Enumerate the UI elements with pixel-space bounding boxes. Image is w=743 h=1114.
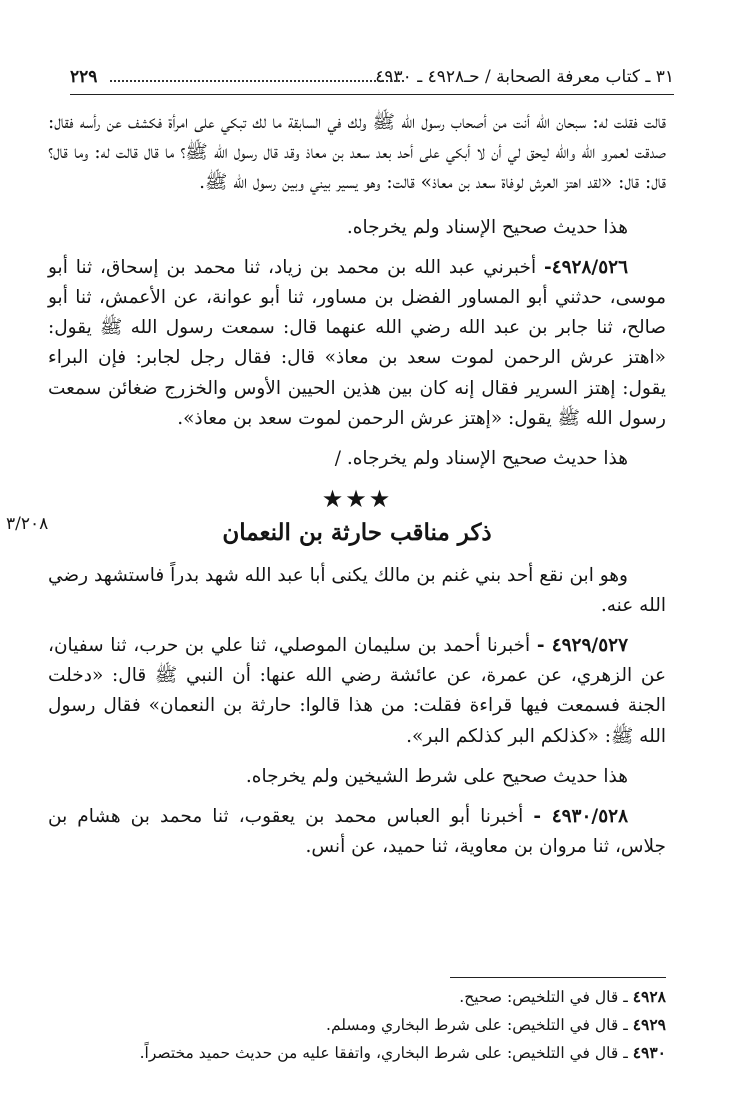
running-header bbox=[70, 62, 674, 95]
footnote-item bbox=[48, 983, 666, 1011]
header-title: ٣١ ـ كتاب معرفة الصحابة / حـ٤٩٢٨ ـ ٤٩٣٠ bbox=[375, 67, 674, 87]
hadith-number: ٤٩٢٩/٥٢٧ - bbox=[536, 635, 628, 657]
hadith-text: أخبرنا أبو العباس محمد بن يعقوب، ثنا محمد بن هشام بن جلاس، ثنا مروان بن معاوية، ثنا حميد، عن أنس. bbox=[48, 806, 666, 858]
grading-note-2: هذا حديث صحيح الإسناد ولم يخرجاه. / bbox=[334, 448, 628, 470]
chapter-title: ذكر مناقب حارثة بن النعمان bbox=[222, 519, 492, 547]
margin-reference: ٣/٢٠٨ bbox=[6, 514, 49, 534]
footnote-item bbox=[48, 1039, 666, 1067]
section-separator-stars: ★★★ bbox=[321, 485, 393, 514]
hadith-4930 bbox=[48, 802, 666, 862]
footnote-separator bbox=[450, 977, 666, 978]
hadith-number: ٤٩٢٨/٥٢٦- bbox=[544, 256, 628, 278]
footnote-text: ـ قال في التلخيص: على شرط البخاري ومسلم. bbox=[326, 1016, 628, 1034]
footnote-number: ٤٩٣٠ bbox=[632, 1043, 666, 1062]
grading-note-3: هذا حديث صحيح على شرط الشيخين ولم يخرجاه. bbox=[245, 765, 628, 787]
hadith-number: ٤٩٣٠/٥٢٨ - bbox=[533, 806, 628, 828]
footnote-number: ٤٩٢٩ bbox=[632, 1015, 666, 1034]
header-dot-leader bbox=[110, 80, 404, 82]
footnote-text: ـ قال في التلخيص: صحيح. bbox=[459, 988, 628, 1006]
footnotes bbox=[48, 983, 666, 1067]
continuation-paragraph: قالت فقلت له: سبحان الله أنت من أصحاب رسول الله ﷺ ولك في السابقة ما لك تبكي على امرأة فكشف عن رأسه فقال: صدقت لعمرو الله والله ليحق لي أن لا أبكي على أحد بعد سعد بن معاذ وقد قال رسول الله ﷺ؟ ما قال قالت له: وما قال؟ قال: قال: «لقد اهتز العرش لوفاة سعد بن معاذ» قالت: وهو يسير بيني وبين رسول الله ﷺ. bbox=[48, 112, 666, 194]
hadith-text: أخبرنا أحمد بن سليمان الموصلي، ثنا علي بن حرب، ثنا سفيان، عن الزهري، عن عمرة، عن عائشة رضي الله عنها: أن النبي ﷺ قال: «دخلت الجنة فسمعت فيها قراءة فقلت: من هذا قالوا: حارثة بن النعمان» فقال رسول الله ﷺ: «كذلكم البر كذلكم البر». bbox=[48, 635, 666, 747]
footnote-item bbox=[48, 1011, 666, 1039]
hadith-4929 bbox=[48, 631, 666, 752]
page-number: ٢٢٩ bbox=[70, 67, 98, 87]
main-text bbox=[48, 108, 666, 872]
grading-note-1: هذا حديث صحيح الإسناد ولم يخرجاه. bbox=[346, 216, 628, 238]
hadith-text: أخبرني عبد الله بن محمد بن زياد، ثنا محمد بن إسحاق، ثنا أبو موسى، حدثني أبو المساور الفضل بن مساور، ثنا أبو عوانة، عن الأعمش، ثنا أبو صالح، ثنا جابر بن عبد الله رضي الله عنهما قال: سمعت رسول الله ﷺ يقول: «اهتز عرش الرحمن لموت سعد بن معاذ» قال: فقال رجل لجابر: فإن البراء يقول: إهتز السرير فقال إنه كان بين هذين الحيين الأوس والخزرج ضغائن سمعت رسول الله ﷺ يقول: «إهتز عرش الرحمن لموت سعد بن معاذ». bbox=[48, 256, 666, 429]
footnote-number: ٤٩٢٨ bbox=[632, 987, 666, 1006]
footnote-text: ـ قال في التلخيص: على شرط البخاري، واتفقا عليه من حديث حميد مختصراً. bbox=[139, 1044, 628, 1062]
chapter-intro: وهو ابن نقع أحد بني غنم بن مالك يكنى أبا عبد الله شهد بدراً فاستشهد رضي الله عنه. bbox=[48, 564, 666, 616]
hadith-4928 bbox=[48, 253, 666, 434]
